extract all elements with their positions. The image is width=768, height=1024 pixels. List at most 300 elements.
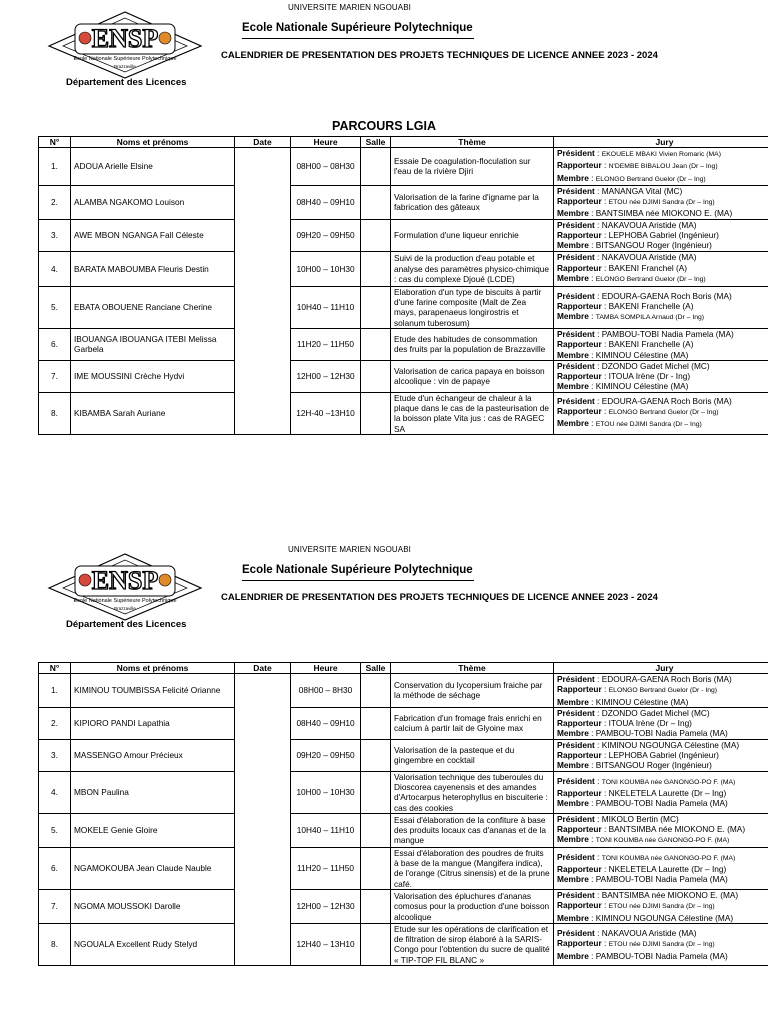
student-name: ADOUA Arielle Elsine: [71, 148, 235, 186]
jury-rapporteur: Rapporteur : BAKENI Franchelle (A): [557, 339, 694, 350]
jury-member: MANANGA Vital (MC): [601, 185, 683, 196]
time-slot: 11H20 – 11H50: [291, 328, 361, 360]
jury-member: NKELETELA Laurette (Dr – Ing): [608, 864, 727, 875]
row-number: 6.: [39, 847, 71, 889]
jury-cell: [554, 219, 768, 251]
table-row: [39, 674, 768, 708]
room: [361, 219, 391, 251]
jury-member: LEPHOBA Gabriel (Ingénieur): [608, 750, 719, 761]
jury-role-label: Membre: [557, 172, 589, 183]
student-name: BARATA MABOUMBA Fleuris Destin: [71, 251, 235, 286]
table-row: [39, 286, 768, 328]
room: [361, 674, 391, 708]
student-name: KIPIORO PANDI Lapathia: [71, 707, 235, 739]
table-header-row: [39, 137, 768, 148]
jury-rapporteur: Rapporteur : LEPHOBA Gabriel (Ingénieur): [557, 230, 719, 241]
jury-role-label: Président: [557, 707, 595, 718]
jury-president: Président : EDOURA-GAENA Roch Boris (MA): [557, 290, 732, 301]
row-number: 5.: [39, 813, 71, 847]
jury-member: KIMINOU Célestine (MA): [595, 696, 689, 707]
student-name: NGAMOKOUBA Jean Claude Nauble: [71, 847, 235, 889]
jury-role-label: Rapporteur: [557, 718, 602, 729]
table-row: [39, 889, 768, 923]
student-name: NGOUALA Excellent Rudy Stelyd: [71, 923, 235, 965]
jury-role-label: Membre: [557, 418, 589, 429]
student-name: IME MOUSSINI Crèche Hydvi: [71, 360, 235, 392]
jury-member: DZONDO Gadet Michel (MC): [601, 360, 710, 371]
jury-rapporteur: Rapporteur : ELONGO Bertrand Guelor (Dr – Ing): [557, 406, 719, 417]
department-name: Département des Licences: [66, 619, 187, 630]
jury-role-label: Rapporteur: [557, 684, 602, 695]
jury-membre: Membre : BITSANGOU Roger (Ingénieur): [557, 760, 712, 771]
university-name: UNIVERSITE MARIEN NGOUABI: [288, 3, 411, 12]
project-theme: Fabrication d'un fromage frais enrichi en calcium à partir lait de Glyoine max: [391, 707, 554, 739]
jury-cell: [554, 923, 768, 965]
row-number: 6.: [39, 328, 71, 360]
jury-role-label: Président: [557, 290, 595, 301]
schedule-page-2: [0, 542, 768, 1024]
table-body: [39, 674, 768, 966]
jury-member: BANTSIMBA née MIOKONO E. (MA): [595, 208, 733, 219]
jury-role-label: Président: [557, 775, 595, 786]
project-theme: Conservation du lycopersium fraiche par la méthode de séchage: [391, 674, 554, 708]
project-theme: Suivi de la production d'eau potable et analyse des paramètres physico-chimique : cas du complexe Djoué (LCDE): [391, 251, 554, 286]
col-header-theme: Thème: [391, 137, 554, 148]
jury-cell: [554, 739, 768, 771]
jury-role-label: Rapporteur: [557, 864, 602, 875]
calendar-title: CALENDRIER DE PRESENTATION DES PROJETS TECHNIQUES DE LICENCE ANNEE 2023 - 2024: [221, 592, 658, 603]
jury-president: Président : TONI KOUMBA née GANONGO-PO F. (MA): [557, 851, 736, 862]
svg-text:Brazzaville: Brazzaville: [114, 606, 136, 611]
table-row: [39, 923, 768, 965]
jury-president: Président : EDOURA-GAENA Roch Boris (MA): [557, 395, 732, 406]
jury-role-label: Membre: [557, 834, 589, 845]
jury-role-label: Rapporteur: [557, 339, 602, 350]
jury-cell: [554, 286, 768, 328]
jury-member: BITSANGOU Roger (Ingénieur): [595, 240, 712, 251]
student-name: ALAMBA NGAKOMO Louison: [71, 185, 235, 219]
row-number: 3.: [39, 219, 71, 251]
time-slot: 10H40 – 11H10: [291, 813, 361, 847]
time-slot: 08H00 – 8H30: [291, 674, 361, 708]
jury-member: ETOU née DJIMI Sandra (Dr – Ing): [608, 903, 715, 911]
room: [361, 813, 391, 847]
jury-role-label: Président: [557, 927, 595, 938]
jury-role-label: Rapporteur: [557, 230, 602, 241]
col-header-jury: Jury: [554, 663, 768, 674]
row-number: 2.: [39, 185, 71, 219]
jury-president: Président : KIMINOU NGOUNGA Célestine (MA): [557, 739, 740, 750]
jury-member: BAKENI Franchel (A): [608, 262, 688, 273]
jury-rapporteur: Rapporteur : ITOUA Irène (Dr - Ing): [557, 371, 691, 382]
room: [361, 286, 391, 328]
col-header-name: Noms et prénoms: [71, 137, 235, 148]
school-name: Ecole Nationale Supérieure Polytechnique: [242, 22, 473, 34]
jury-cell: [554, 707, 768, 739]
row-number: 4.: [39, 771, 71, 813]
time-slot: 12H00 – 12H30: [291, 889, 361, 923]
jury-member: PAMBOU-TOBI Nadia Pamela (MA): [595, 798, 728, 809]
jury-rapporteur: Rapporteur : ETOU née DJIMI Sandra (Dr – Ing): [557, 938, 715, 949]
jury-member: BANTSIMBA née MIOKONO E. (MA): [601, 889, 739, 900]
time-slot: 09H20 – 09H50: [291, 739, 361, 771]
col-header-name: Noms et prénoms: [71, 663, 235, 674]
row-number: 5.: [39, 286, 71, 328]
jury-member: ETOU née DJIMI Sandra (Dr – Ing): [595, 421, 702, 429]
jury-role-label: Président: [557, 395, 595, 406]
jury-member: KIMINOU Célestine (MA): [595, 349, 689, 360]
jury-rapporteur: Rapporteur : N'DEMBE BIBALOU Jean (Dr – Ing): [557, 160, 718, 171]
col-header-date: Date: [235, 663, 291, 674]
jury-cell: [554, 251, 768, 286]
jury-role-label: Membre: [557, 798, 589, 809]
room: [361, 392, 391, 434]
col-header-salle: Salle: [361, 663, 391, 674]
jury-member: NAKAVOUA Aristide (MA): [601, 252, 697, 263]
svg-text:Ecole Nationale Supérieure Pol: Ecole Nationale Supérieure Polytechnique: [73, 56, 177, 62]
jury-president: Président : NAKAVOUA Aristide (MA): [557, 252, 697, 263]
jury-cell: [554, 813, 768, 847]
row-number: 8.: [39, 923, 71, 965]
jury-member: MIKOLO Bertin (MC): [601, 813, 679, 824]
student-name: EBATA OBOUENE Ranciane Cherine: [71, 286, 235, 328]
jury-membre: Membre : KIMINOU Célestine (MA): [557, 381, 689, 392]
jury-president: Président : PAMBOU-TOBI Nadia Pamela (MA): [557, 328, 734, 339]
table-row: [39, 739, 768, 771]
time-slot: 08H40 – 09H10: [291, 185, 361, 219]
student-name: KIBAMBA Sarah Auriane: [71, 392, 235, 434]
row-number: 4.: [39, 251, 71, 286]
jury-role-label: Président: [557, 739, 595, 750]
jury-role-label: Membre: [557, 349, 589, 360]
jury-member: NKELETELA Laurette (Dr – Ing): [608, 788, 727, 799]
student-name: IBOUANGA IBOUANGA ITEBI Melissa Garbela: [71, 328, 235, 360]
room: [361, 360, 391, 392]
jury-role-label: Rapporteur: [557, 406, 602, 417]
jury-member: PAMBOU-TOBI Nadia Pamela (MA): [601, 328, 734, 339]
jury-member: BANTSIMBA née MIOKONO E. (MA): [608, 824, 746, 835]
project-theme: Valorisation de la pasteque et du gingembre en cocktail: [391, 739, 554, 771]
time-slot: 12H40 – 13H10: [291, 923, 361, 965]
jury-cell: [554, 328, 768, 360]
project-theme: Valorisation des épluchures d'ananas comosus pour la production d'une boisson alcoolique: [391, 889, 554, 923]
calendar-title: CALENDRIER DE PRESENTATION DES PROJETS TECHNIQUES DE LICENCE ANNEE 2023 - 2024: [221, 50, 658, 61]
svg-text:ENSP: ENSP: [91, 24, 159, 53]
room: [361, 707, 391, 739]
table-body: [39, 148, 768, 435]
jury-cell: [554, 771, 768, 813]
student-name: KIMINOU TOUMBISSA Felicité Orianne: [71, 674, 235, 708]
schedule-table: [38, 662, 768, 966]
project-theme: Valorisation technique des tuberoules du Dioscorea cayenensis et des amandes d'Artocarpus heterophyllus en biscuiterie : cas des cookies: [391, 771, 554, 813]
jury-role-label: Membre: [557, 760, 589, 771]
jury-role-label: Rapporteur: [557, 938, 602, 949]
jury-role-label: Rapporteur: [557, 824, 602, 835]
project-theme: Valorisation de la farine d'igname par la fabrication des gâteaux: [391, 185, 554, 219]
room: [361, 148, 391, 186]
row-number: 2.: [39, 707, 71, 739]
table-row: [39, 771, 768, 813]
jury-role-label: Président: [557, 360, 595, 371]
jury-member: TONI KOUMBA née GANONGO-PO F. (MA): [601, 854, 736, 862]
jury-member: EDOURA-GAENA Roch Boris (MA): [601, 674, 732, 684]
jury-member: TONI KOUMBA née GANONGO-PO F. (MA): [601, 778, 736, 786]
jury-member: ITOUA Irène (Dr – Ing): [608, 718, 692, 729]
col-header-date: Date: [235, 137, 291, 148]
jury-rapporteur: Rapporteur : NKELETELA Laurette (Dr – Ing): [557, 864, 727, 875]
svg-text:ENSP: ENSP: [91, 566, 159, 595]
jury-member: ITOUA Irène (Dr - Ing): [608, 371, 691, 382]
student-name: MOKELE Genie Gloire: [71, 813, 235, 847]
jury-membre: Membre : KIMINOU Célestine (MA): [557, 696, 689, 707]
table-row: [39, 148, 768, 186]
jury-rapporteur: Rapporteur : ETOU née DJIMI Sandra (Dr – Ing): [557, 900, 715, 911]
jury-role-label: Président: [557, 148, 595, 158]
time-slot: 08H40 – 09H10: [291, 707, 361, 739]
jury-role-label: Membre: [557, 696, 589, 707]
col-header-num: N°: [39, 137, 71, 148]
jury-rapporteur: Rapporteur : ELONGO Bertrand Guelor (Dr - Ing): [557, 684, 718, 695]
jury-president: Président : BANTSIMBA née MIOKONO E. (MA): [557, 889, 739, 900]
jury-member: TONI KOUMBA née GANONGO-PO F. (MA): [595, 837, 730, 845]
jury-role-label: Président: [557, 185, 595, 196]
room: [361, 739, 391, 771]
jury-membre: Membre : PAMBOU-TOBI Nadia Pamela (MA): [557, 728, 728, 739]
jury-president: Président : DZONDO Gadet Michel (MC): [557, 707, 710, 718]
jury-role-label: Rapporteur: [557, 750, 602, 761]
jury-member: KIMINOU NGOUNGA Célestine (MA): [595, 912, 734, 923]
jury-member: LEPHOBA Gabriel (Ingénieur): [608, 230, 719, 241]
table-row: [39, 847, 768, 889]
jury-member: PAMBOU-TOBI Nadia Pamela (MA): [595, 950, 728, 961]
jury-role-label: Membre: [557, 208, 589, 219]
row-number: 8.: [39, 392, 71, 434]
project-theme: Elaboration d'un type de biscuits à partir d'une farine composite (Malt de Zea mays, parapenaeus longirostris et solanum tuberosum): [391, 286, 554, 328]
row-number: 7.: [39, 889, 71, 923]
ensp-logo-icon: [45, 550, 205, 622]
logo-emblem-icon: [79, 574, 91, 586]
jury-role-label: Président: [557, 674, 595, 684]
jury-cell: [554, 360, 768, 392]
jury-rapporteur: Rapporteur : BAKENI Franchelle (A): [557, 301, 694, 312]
jury-cell: [554, 185, 768, 219]
jury-membre: Membre : PAMBOU-TOBI Nadia Pamela (MA): [557, 798, 728, 809]
jury-president: Président : TONI KOUMBA née GANONGO-PO F. (MA): [557, 775, 736, 786]
parcours-title: PARCOURS LGIA: [332, 119, 436, 133]
room: [361, 889, 391, 923]
jury-president: Président : DZONDO Gadet Michel (MC): [557, 360, 710, 371]
row-number: 7.: [39, 360, 71, 392]
student-name: NGOMA MOUSSOKI Darolle: [71, 889, 235, 923]
jury-role-label: Président: [557, 219, 595, 230]
date-cell: [235, 674, 291, 966]
jury-member: NAKAVOUA Aristide (MA): [601, 927, 697, 938]
jury-member: BITSANGOU Roger (Ingénieur): [595, 760, 712, 771]
jury-member: EKOUELE MBAKI Vivien Romaric (MA): [601, 151, 721, 158]
project-theme: Essaie De coagulation-floculation sur l'eau de la rivière Djiri: [391, 148, 554, 186]
svg-text:Brazzaville: Brazzaville: [114, 64, 136, 69]
row-number: 1.: [39, 148, 71, 186]
jury-membre: Membre : PAMBOU-TOBI Nadia Pamela (MA): [557, 874, 728, 885]
table-row: [39, 185, 768, 219]
row-number: 3.: [39, 739, 71, 771]
time-slot: 08H00 – 08H30: [291, 148, 361, 186]
jury-rapporteur: Rapporteur : ETOU née DJIMI Sandra (Dr – Ing): [557, 196, 715, 207]
time-slot: 09H20 – 09H50: [291, 219, 361, 251]
jury-role-label: Membre: [557, 381, 589, 392]
jury-role-label: Rapporteur: [557, 196, 602, 207]
jury-membre: Membre : TONI KOUMBA née GANONGO-PO F. (MA): [557, 834, 730, 845]
jury-role-label: Rapporteur: [557, 262, 602, 273]
col-header-salle: Salle: [361, 137, 391, 148]
row-number: 1.: [39, 674, 71, 708]
jury-member: ELONGO Bertrand Guelor (Dr – Ing): [595, 275, 706, 283]
jury-role-label: Président: [557, 328, 595, 339]
student-name: MBON Paulina: [71, 771, 235, 813]
table-row: [39, 813, 768, 847]
jury-president: Président : EDOURA-GAENA Roch Boris (MA): [557, 674, 732, 684]
time-slot: 12H00 – 12H30: [291, 360, 361, 392]
jury-rapporteur: Rapporteur : BANTSIMBA née MIOKONO E. (MA): [557, 824, 746, 835]
room: [361, 251, 391, 286]
table-row: [39, 360, 768, 392]
jury-role-label: Membre: [557, 311, 589, 322]
school-name: Ecole Nationale Supérieure Polytechnique: [242, 564, 473, 576]
university-name: UNIVERSITE MARIEN NGOUABI: [288, 545, 411, 554]
jury-role-label: Rapporteur: [557, 371, 602, 382]
jury-member: EDOURA-GAENA Roch Boris (MA): [601, 395, 732, 406]
logo-emblem-icon: [79, 32, 91, 44]
jury-role-label: Membre: [557, 272, 589, 283]
table-header-row: [39, 663, 768, 674]
jury-member: ELONGO Bertrand Guelor (Dr – Ing): [608, 409, 719, 417]
col-header-theme: Thème: [391, 663, 554, 674]
jury-membre: Membre : PAMBOU-TOBI Nadia Pamela (MA): [557, 950, 728, 961]
project-theme: Formulation d'une liqueur enrichie: [391, 219, 554, 251]
jury-member: KIMINOU Célestine (MA): [595, 381, 689, 392]
jury-member: DZONDO Gadet Michel (MC): [601, 707, 710, 718]
table-row: [39, 707, 768, 739]
jury-membre: Membre : KIMINOU NGOUNGA Célestine (MA): [557, 912, 734, 923]
schedule-page-1: [0, 0, 768, 500]
jury-member: ETOU née DJIMI Sandra (Dr – Ing): [608, 199, 715, 207]
jury-role-label: Rapporteur: [557, 900, 602, 911]
project-theme: Etude sur les opérations de clarification et de filtration de sirop élaboré à la SARIS-Congo pour l'obtention du sucre de qualité « TIP-TOP FIL BLANC »: [391, 923, 554, 965]
student-name: MASSENGO Amour Précieux: [71, 739, 235, 771]
room: [361, 923, 391, 965]
jury-cell: [554, 148, 768, 186]
project-theme: Essai d'élaboration des poudres de fruits à base de la mangue (Mangifera indica), de l'orange (Citrus sinensis) et de la prune café.: [391, 847, 554, 889]
jury-president: Président : NAKAVOUA Aristide (MA): [557, 927, 697, 938]
jury-member: ELONGO Bertrand Guelor (Dr - Ing): [608, 687, 718, 695]
jury-president: Président : MANANGA Vital (MC): [557, 185, 683, 196]
ensp-logo-icon: [45, 8, 205, 80]
jury-member: NAKAVOUA Aristide (MA): [601, 219, 697, 230]
col-header-num: N°: [39, 663, 71, 674]
col-header-heure: Heure: [291, 137, 361, 148]
divider: [242, 38, 474, 39]
jury-membre: Membre : ELONGO Bertrand Guelor (Dr – Ing): [557, 272, 706, 283]
jury-membre: Membre : KIMINOU Célestine (MA): [557, 349, 689, 360]
jury-role-label: Rapporteur: [557, 301, 602, 312]
jury-role-label: Membre: [557, 950, 589, 961]
jury-member: KIMINOU NGOUNGA Célestine (MA): [601, 739, 740, 750]
jury-role-label: Président: [557, 889, 595, 900]
jury-rapporteur: Rapporteur : ITOUA Irène (Dr – Ing): [557, 718, 692, 729]
jury-role-label: Membre: [557, 912, 589, 923]
jury-rapporteur: Rapporteur : LEPHOBA Gabriel (Ingénieur): [557, 750, 719, 761]
jury-membre: Membre : ETOU née DJIMI Sandra (Dr – Ing): [557, 418, 702, 429]
jury-president: Président : NAKAVOUA Aristide (MA): [557, 219, 697, 230]
jury-member: ELONGO Bertrand Guelor (Dr – Ing): [595, 175, 706, 183]
jury-role-label: Président: [557, 252, 595, 263]
jury-member: BAKENI Franchelle (A): [608, 301, 694, 312]
table-row: [39, 251, 768, 286]
project-theme: Etude des habitudes de consommation des fruits par la population de Brazzaville: [391, 328, 554, 360]
jury-cell: [554, 889, 768, 923]
jury-role-label: Président: [557, 851, 595, 862]
svg-text:Ecole Nationale Supérieure Pol: Ecole Nationale Supérieure Polytechnique: [73, 598, 177, 604]
date-cell: [235, 148, 291, 435]
jury-rapporteur: Rapporteur : BAKENI Franchel (A): [557, 262, 688, 273]
room: [361, 185, 391, 219]
jury-membre: Membre : ELONGO Bertrand Guelor (Dr – Ing): [557, 172, 706, 183]
time-slot: 11H20 – 11H50: [291, 847, 361, 889]
jury-rapporteur: Rapporteur : NKELETELA Laurette (Dr – Ing): [557, 788, 727, 799]
jury-membre: Membre : BITSANGOU Roger (Ingénieur): [557, 240, 712, 251]
student-name: AWE MBON NGANGA Fall Céleste: [71, 219, 235, 251]
divider: [242, 580, 474, 581]
table-row: [39, 392, 768, 434]
jury-role-label: Membre: [557, 874, 589, 885]
jury-member: ETOU née DJIMI Sandra (Dr – Ing): [608, 941, 715, 949]
project-theme: Essai d'élaboration de la confiture à base des produits locaux cas d'ananas et de la mangue: [391, 813, 554, 847]
jury-role-label: Président: [557, 813, 595, 824]
jury-cell: [554, 392, 768, 434]
jury-cell: [554, 674, 768, 708]
department-name: Département des Licences: [66, 77, 187, 88]
col-header-heure: Heure: [291, 663, 361, 674]
jury-role-label: Membre: [557, 240, 589, 251]
room: [361, 328, 391, 360]
jury-member: TAMBA SOMPILA Arnaud (Dr – Ing): [595, 314, 705, 322]
jury-member: N'DEMBE BIBALOU Jean (Dr – Ing): [608, 163, 718, 171]
time-slot: 10H00 – 10H30: [291, 251, 361, 286]
time-slot: 12H-40 –13H10: [291, 392, 361, 434]
schedule-table: [38, 136, 768, 435]
table-row: [39, 328, 768, 360]
jury-member: BAKENI Franchelle (A): [608, 339, 694, 350]
time-slot: 10H40 – 11H10: [291, 286, 361, 328]
project-theme: Valorisation de carica papaya en boisson alcoolique : vin de papaye: [391, 360, 554, 392]
jury-president: Président : MIKOLO Bertin (MC): [557, 813, 679, 824]
jury-membre: Membre : TAMBA SOMPILA Arnaud (Dr – Ing): [557, 311, 705, 322]
project-theme: Etude d'un échangeur de chaleur à la plaque dans le cas de la pasteurisation de la boisson plate Vita jus : cas de RAGEC SA: [391, 392, 554, 434]
jury-member: PAMBOU-TOBI Nadia Pamela (MA): [595, 728, 728, 739]
jury-role-label: Rapporteur: [557, 788, 602, 799]
table-row: [39, 219, 768, 251]
jury-member: PAMBOU-TOBI Nadia Pamela (MA): [595, 874, 728, 885]
jury-role-label: Membre: [557, 728, 589, 739]
time-slot: 10H00 – 10H30: [291, 771, 361, 813]
room: [361, 847, 391, 889]
jury-role-label: Rapporteur: [557, 160, 602, 171]
room: [361, 771, 391, 813]
jury-membre: Membre : BANTSIMBA née MIOKONO E. (MA): [557, 208, 733, 219]
jury-member: EDOURA-GAENA Roch Boris (MA): [601, 290, 732, 301]
jury-cell: [554, 847, 768, 889]
jury-president: Président : EKOUELE MBAKI Vivien Romaric (MA): [557, 148, 721, 158]
